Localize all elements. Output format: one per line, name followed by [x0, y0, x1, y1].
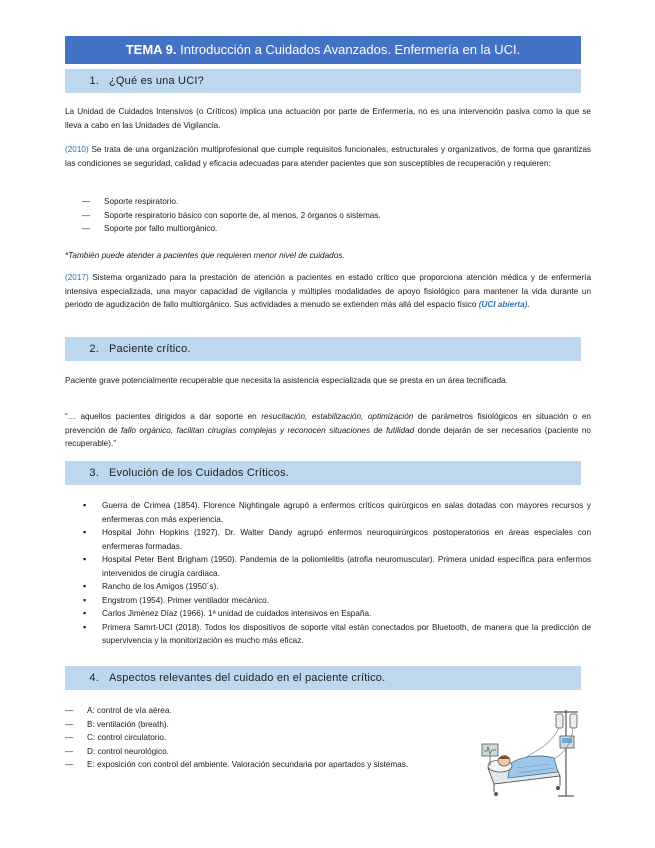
section-heading-3	[65, 461, 581, 485]
list-item: — Soporte respiratorio básico con soporte de, al menos, 2 órganos o sistemas.	[82, 209, 582, 223]
list-item: ▪ Hospital Peter Bent Brigham (1950). Pandemia de la poliomielitis (atrofia neuromuscular). Primera unidad específica para enfermos intervenidos de cirugía cardiaca.	[65, 553, 591, 580]
section-label: ¿Qué es una UCI?	[109, 75, 204, 87]
list-item: — D: control neurológico.	[65, 745, 465, 759]
list-item: ▪ Engstrom (1954). Primer ventilador mecánico.	[65, 594, 591, 608]
title-prefix: TEMA 9.	[125, 42, 177, 57]
quote-part: de parámetros fisiológicos en situación o en prevención de	[65, 412, 591, 435]
section-number: 4.	[89, 672, 99, 684]
section-heading-2	[65, 337, 581, 361]
year-label: (2010)	[65, 145, 89, 154]
note-text: *También puede atender a pacientes que requieren menor nivel de cuidados.	[65, 251, 345, 260]
list-item: — C: control circulatorio.	[65, 731, 465, 745]
section-heading-1	[65, 69, 581, 93]
list-item: — E: exposición con control del ambiente. Valoración secundaria por apartados y sistemas.	[65, 758, 465, 772]
critical-patient-definition: Paciente grave potencialmente recuperable que necesita la asistencia especializada que se presta en un área tecnificada.	[65, 376, 508, 385]
list-item: ▪ Carlos Jiménez Díaz (1966). 1ª unidad de cuidados intensivos en España.	[65, 607, 591, 621]
list-item: — Soporte respiratorio.	[82, 195, 582, 209]
sentence-end: .	[527, 300, 530, 309]
title-text: Introducción a Cuidados Avanzados. Enfermería en la UCI.	[176, 42, 521, 57]
uci-abierta-emphasis: (UCI abierta)	[478, 300, 528, 309]
document-title	[65, 36, 581, 64]
section-label: Evolución de los Cuidados Críticos.	[109, 467, 290, 479]
list-item: ▪ Primera Samrt-UCI (2018). Todos los dispositivos de soporte vital están conectados por Bluetooth, de manera que la predicción de supervivencia y la monitorización es mucho más eficaz.	[65, 621, 591, 648]
list-item: — Soporte por fallo multiorgánico.	[82, 222, 582, 236]
year-label: (2017)	[65, 273, 89, 282]
list-item: ▪ Guerra de Crimea (1854). Florence Nightingale agrupó a enfermos críticos quirúrgicos en salas dotadas con mayores recursos y enfermeras con más experiencia.	[65, 499, 591, 526]
quote-emphasis: resucitación, estabilización, optimización	[261, 412, 414, 421]
quote-part: donde dejarán de ser necesarios (paciente no recuperable).”	[65, 425, 591, 448]
abcde-list	[65, 704, 465, 772]
list-item: ▪ Hospital John Hopkins (1927). Dr. Walter Dandy agrupó enfermos neuroquirúrgicos postoperatorios en áreas especiales con enfermeras formadas.	[65, 526, 591, 553]
definition-text: Sistema organizado para la prestación de atención a pacientes en estado crítico que proporciona atención médica y de enfermería intensiva especializada, una mayor capacidad de vigilancia y múltiples modalidades de apoyo fisiológico para mantener la vida durante un periodo de agudización de fallo multiorgánico. Sus actividades a menudo se extienden más allá del espacio físico	[65, 273, 591, 309]
definition-text: Se trata de una organización multiprofesional que cumple requisitos funcionales, estructurales y organizativos, de forma que garantizas las condiciones se seguridad, calidad y eficacia adecuadas para atender pacientes que son susceptibles de recuperación y requieren:	[65, 145, 591, 168]
history-list	[65, 499, 591, 648]
list-item: ▪ Rancho de los Amigos (1950´s).	[65, 580, 591, 594]
list-item: — A: control de vía aérea.	[65, 704, 465, 718]
section-number: 3.	[89, 467, 99, 479]
icu-patient-bed-illustration	[480, 706, 592, 800]
definition-2017-paragraph	[65, 271, 591, 312]
section-number: 2.	[89, 343, 99, 355]
uci-intro-paragraph: La Unidad de Cuidados Intensivos (o Críticos) implica una actuación por parte de Enfermería, no es una intervención pasiva como la que se lleva a cabo en las Unidades de Vigilancia.	[65, 107, 591, 130]
section-label: Paciente crítico.	[109, 343, 191, 355]
quote-emphasis: fallo orgánico, facilitan cirugías complejas y reconocen situaciones de futilidad	[120, 425, 415, 435]
section-number: 1.	[89, 75, 99, 87]
section-label: Aspectos relevantes del cuidado en el paciente crítico.	[109, 672, 386, 684]
definition-2010-paragraph	[65, 143, 591, 170]
list-item: — B: ventilación (breath).	[65, 718, 465, 732]
support-list	[82, 195, 582, 236]
section-heading-4	[65, 666, 581, 690]
quote-part: “… aquellos pacientes dirigidos a dar soporte en	[65, 412, 262, 421]
critical-patient-quote	[65, 410, 591, 451]
